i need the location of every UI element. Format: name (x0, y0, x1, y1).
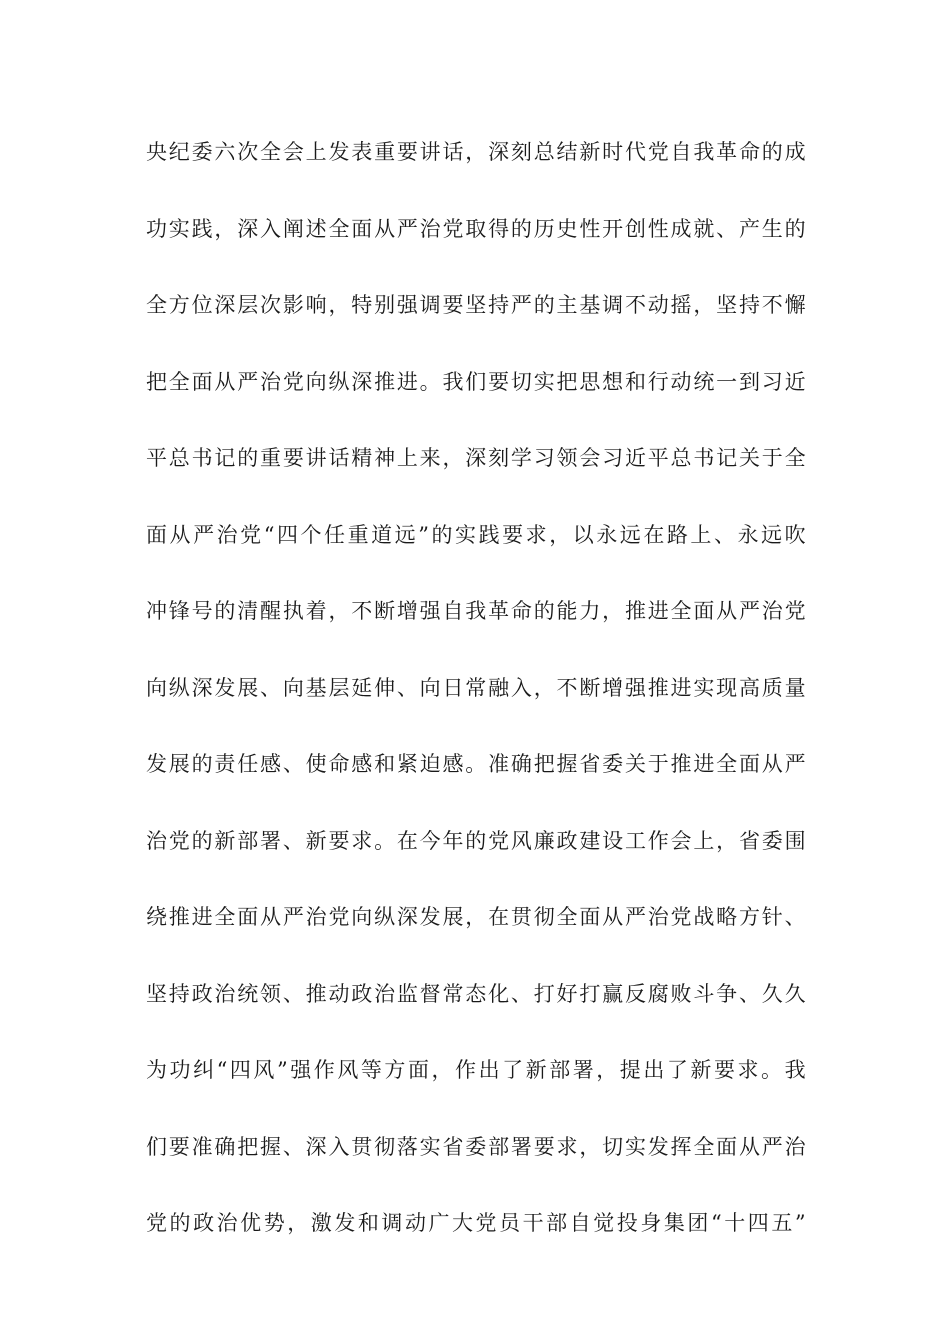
text-line: 发展的责任感、使命感和紧迫感。准确把握省委关于推进全面从严 (146, 752, 806, 776)
body-text (146, 130, 806, 1278)
text-line: 党的政治优势，激发和调动广大党员干部自觉投身集团“十四五” (146, 1211, 806, 1235)
text-line: 全方位深层次影响，特别强调要坚持严的主基调不动摇，坚持不懈 (146, 293, 806, 317)
text-line: 央纪委六次全会上发表重要讲话，深刻总结新时代党自我革命的成 (146, 140, 806, 164)
text-line: 冲锋号的清醒执着，不断增强自我革命的能力，推进全面从严治党 (146, 599, 806, 623)
text-line: 为功纠“四风”强作风等方面，作出了新部署，提出了新要求。我 (146, 1058, 806, 1082)
text-line: 面从严治党“四个任重道远”的实践要求，以永远在路上、永远吹 (146, 522, 806, 547)
text-line: 绕推进全面从严治党向纵深发展，在贯彻全面从严治党战略方针、 (146, 905, 806, 929)
text-line: 坚持政治统领、推动政治监督常态化、打好打赢反腐败斗争、久久 (146, 981, 806, 1006)
text-line: 功实践，深入阐述全面从严治党取得的历史性开创性成就、产生的 (146, 216, 806, 241)
text-line: 把全面从严治党向纵深推进。我们要切实把思想和行动统一到习近 (146, 369, 806, 394)
text-line: 治党的新部署、新要求。在今年的党风廉政建设工作会上，省委围 (146, 828, 806, 853)
text-line: 们要准确把握、深入贯彻落实省委部署要求，切实发挥全面从严治 (146, 1134, 806, 1159)
text-line: 平总书记的重要讲话精神上来，深刻学习领会习近平总书记关于全 (146, 446, 806, 470)
text-line: 向纵深发展、向基层延伸、向日常融入，不断增强推进实现高质量 (146, 675, 806, 700)
